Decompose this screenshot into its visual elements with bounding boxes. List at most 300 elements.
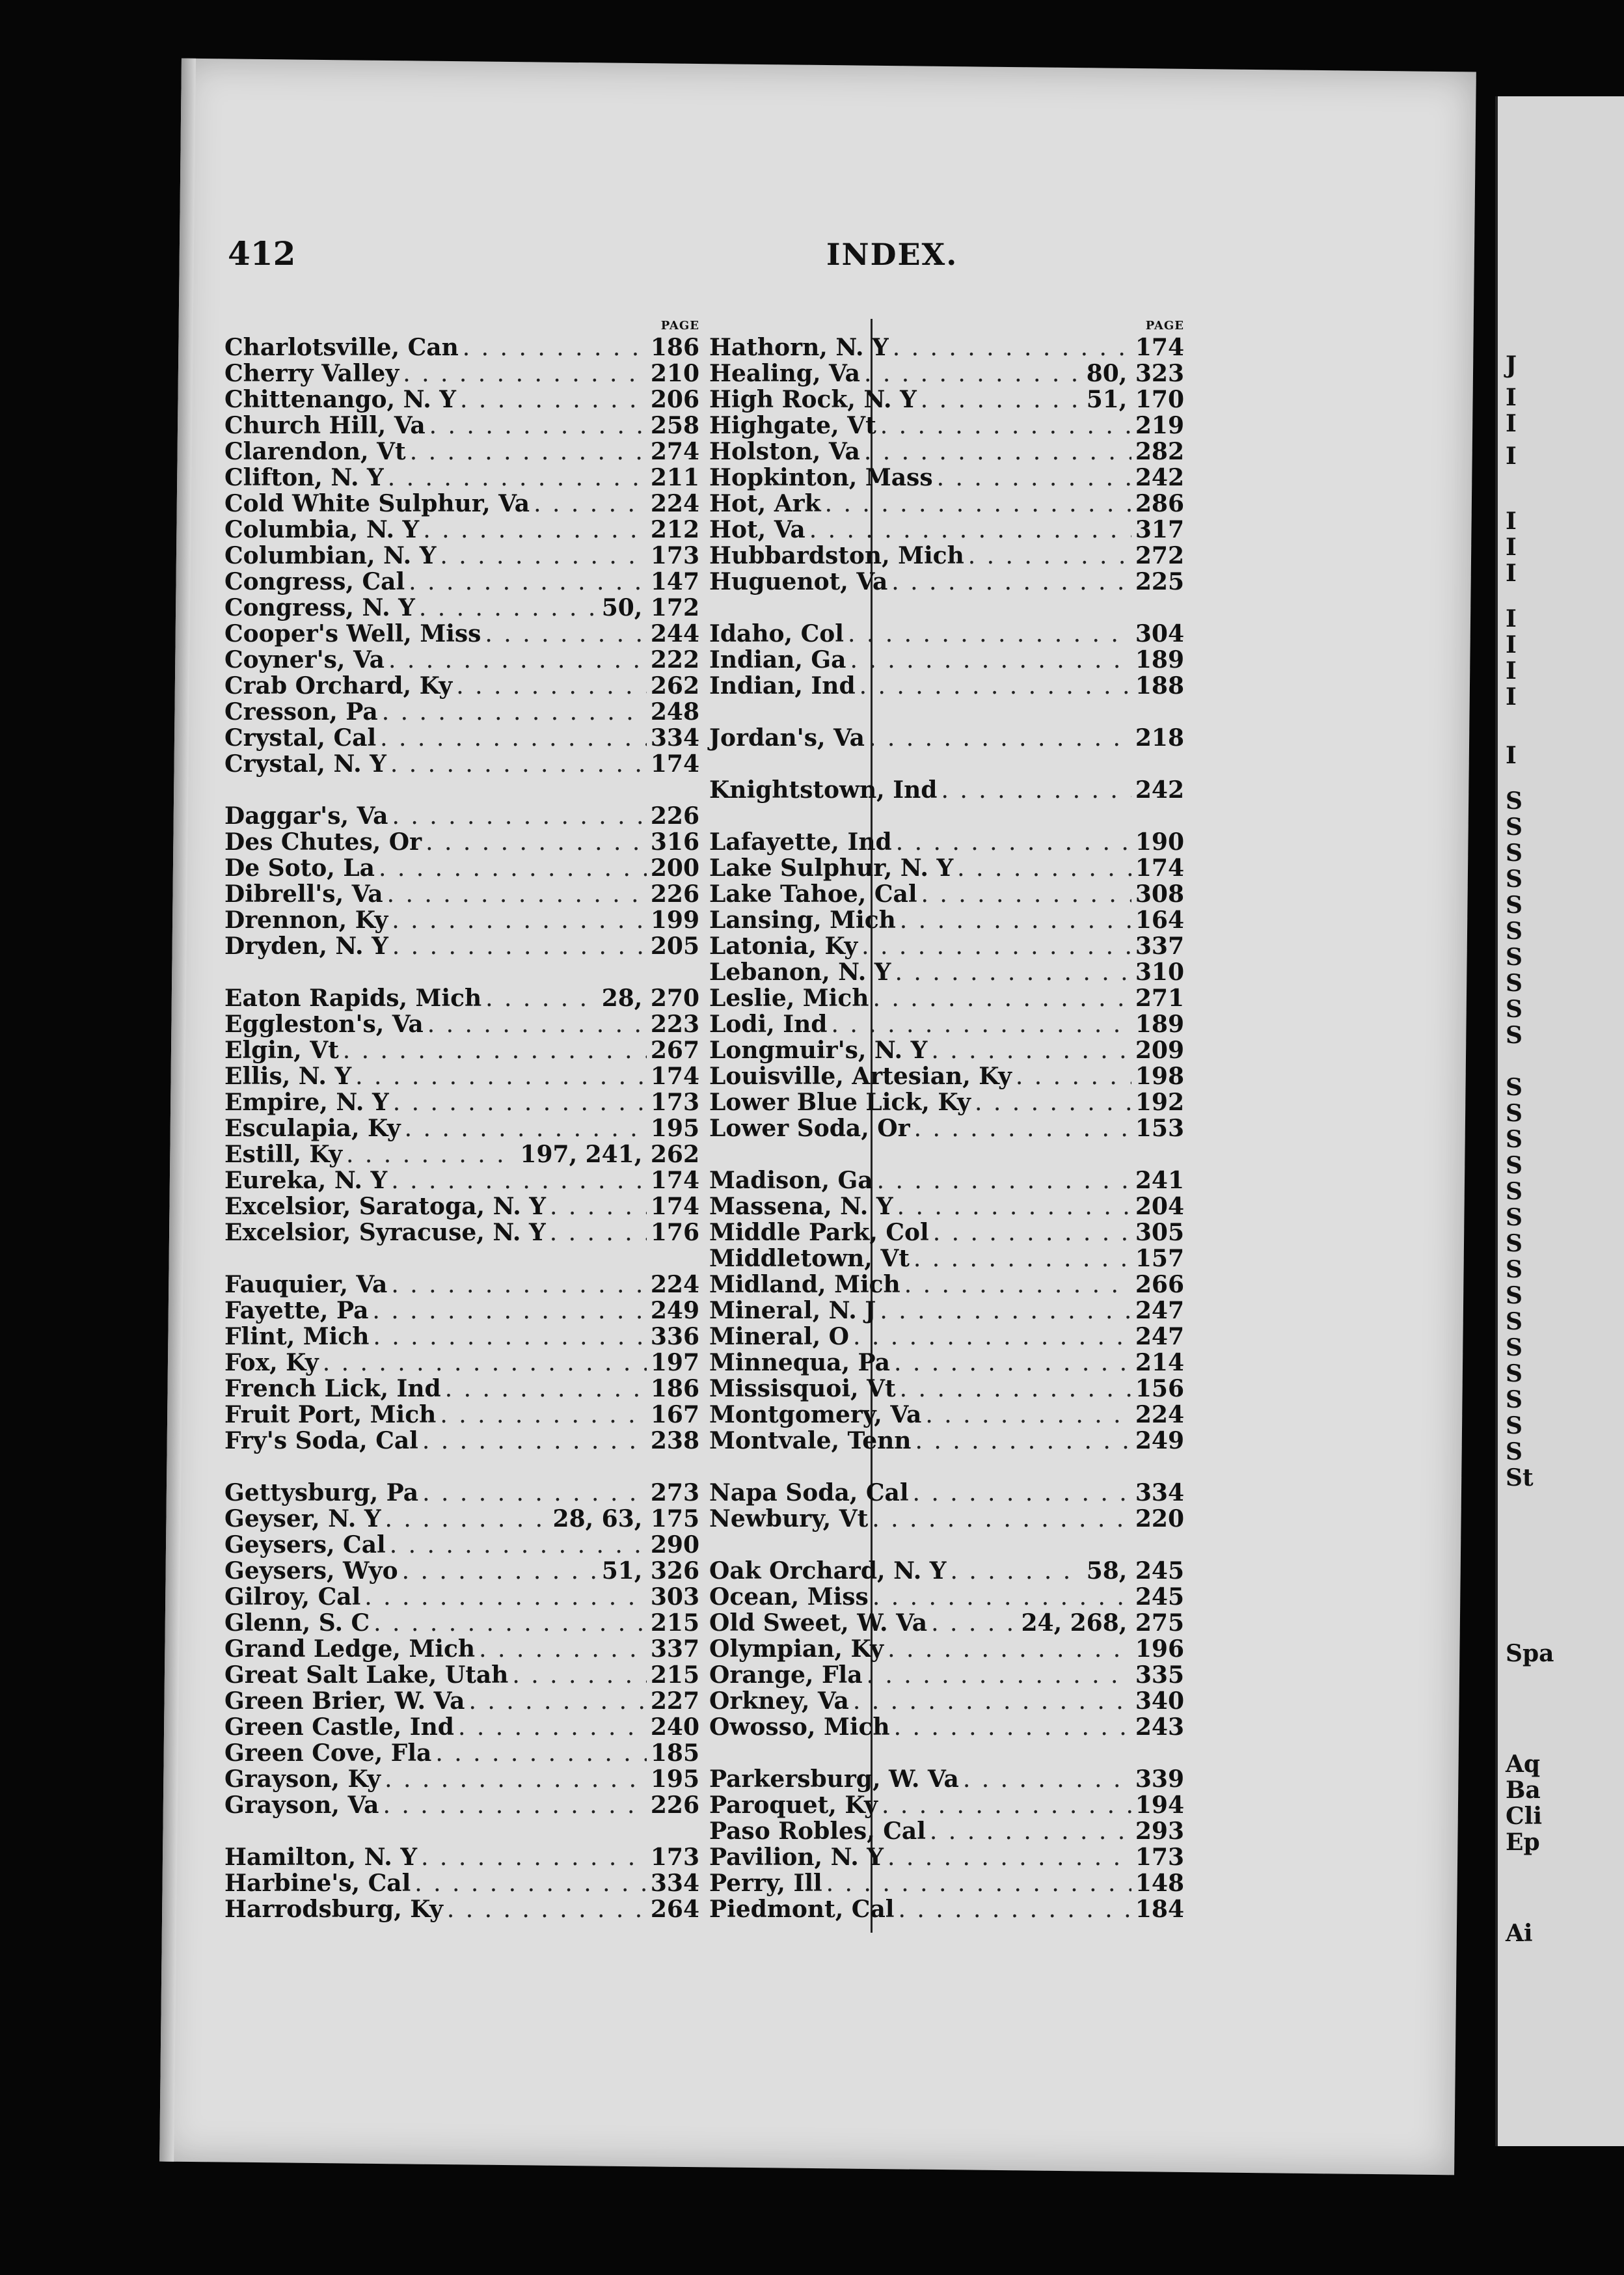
facing-page-letter: Cli xyxy=(1506,1803,1543,1830)
index-entry xyxy=(709,1558,1184,1584)
entry-name: Perry, Ill xyxy=(709,1870,822,1897)
index-entry xyxy=(224,725,699,751)
index-entry xyxy=(224,1506,699,1532)
entry-name: Knightstown, Ind xyxy=(709,776,938,804)
entry-pages: 317 xyxy=(1135,516,1184,543)
entry-name: Paso Robles, Cal xyxy=(709,1818,926,1845)
entry-pages: 224 xyxy=(1135,1401,1184,1428)
entry-pages: 266 xyxy=(1135,1271,1184,1298)
index-entry xyxy=(709,1298,1184,1324)
index-entry xyxy=(709,1219,1184,1246)
entry-pages: 156 xyxy=(1135,1375,1184,1402)
index-entry xyxy=(709,777,1184,803)
entry-pages: 51, 326 xyxy=(601,1557,699,1585)
entry-name: Mineral, N. J xyxy=(709,1297,876,1324)
group-spacer xyxy=(224,959,699,985)
facing-page-letter: S xyxy=(1506,1230,1522,1257)
entry-pages: 173 xyxy=(650,1089,699,1116)
facing-page-letter: I xyxy=(1506,443,1517,470)
index-entry xyxy=(709,1818,1184,1844)
entry-pages: 197, 241, 262 xyxy=(520,1141,699,1168)
entry-name: Leslie, Mich xyxy=(709,985,869,1012)
entry-pages: 247 xyxy=(1135,1323,1184,1350)
leader-dots xyxy=(447,1897,647,1923)
leader-dots xyxy=(463,335,647,361)
index-entry xyxy=(224,1115,699,1141)
leader-dots xyxy=(853,1689,1131,1715)
leader-dots xyxy=(445,1376,647,1402)
leader-dots xyxy=(429,413,647,439)
leader-dots xyxy=(414,1871,647,1897)
leader-dots xyxy=(512,1663,647,1689)
entry-pages: 310 xyxy=(1135,959,1184,986)
entry-pages: 340 xyxy=(1135,1687,1184,1715)
leader-dots xyxy=(392,934,647,960)
group-spacer xyxy=(709,751,1184,777)
leader-dots xyxy=(872,1506,1131,1533)
leader-dots xyxy=(895,960,1131,986)
leader-dots xyxy=(479,1637,647,1663)
entry-pages: 272 xyxy=(1135,542,1184,569)
index-entry xyxy=(709,543,1184,569)
entry-pages: 247 xyxy=(1135,1297,1184,1324)
leader-dots xyxy=(957,856,1131,882)
entry-name: Daggar's, Va xyxy=(224,802,388,830)
entry-pages: 316 xyxy=(650,828,699,856)
index-entry xyxy=(709,881,1184,907)
group-spacer xyxy=(709,803,1184,829)
leader-dots xyxy=(427,1012,647,1038)
entry-name: Drennon, Ky xyxy=(224,906,388,934)
entry-pages: 173 xyxy=(1135,1844,1184,1871)
leader-dots xyxy=(831,1012,1131,1038)
leader-dots xyxy=(391,1168,647,1194)
entry-pages: 264 xyxy=(650,1896,699,1923)
entry-name: Mineral, O xyxy=(709,1323,849,1350)
entry-pages: 153 xyxy=(1135,1115,1184,1142)
facing-page-letter: I xyxy=(1506,508,1517,535)
leader-dots xyxy=(435,1741,647,1767)
leader-dots xyxy=(850,647,1131,674)
index-entry xyxy=(709,647,1184,673)
facing-page-letter: S xyxy=(1506,1022,1522,1049)
entry-pages: 308 xyxy=(1135,880,1184,908)
entry-pages: 189 xyxy=(1135,1011,1184,1038)
entry-pages: 240 xyxy=(650,1713,699,1741)
entry-pages: 225 xyxy=(1135,568,1184,595)
entry-pages: 198 xyxy=(1135,1063,1184,1090)
facing-page-letter: S xyxy=(1506,1360,1522,1387)
entry-name: Idaho, Col xyxy=(709,620,844,647)
facing-page-letter: I xyxy=(1506,560,1517,587)
leader-dots xyxy=(893,335,1131,361)
entry-pages: 186 xyxy=(650,1375,699,1402)
facing-page-letter: I xyxy=(1506,631,1517,659)
entry-name: Hubbardston, Mich xyxy=(709,542,964,569)
entry-name: Church Hill, Va xyxy=(224,412,426,439)
group-spacer xyxy=(224,1246,699,1272)
entry-pages: 305 xyxy=(1135,1219,1184,1246)
leader-dots xyxy=(405,1116,647,1142)
index-entry xyxy=(224,1141,699,1167)
entry-name: Geysers, Cal xyxy=(224,1531,386,1559)
facing-page-letter: S xyxy=(1506,1334,1522,1361)
entry-pages: 199 xyxy=(650,906,699,934)
index-entry xyxy=(709,959,1184,985)
entry-name: Grayson, Va xyxy=(224,1791,379,1819)
entry-pages: 303 xyxy=(650,1583,699,1611)
leader-dots xyxy=(372,1298,646,1324)
leader-dots xyxy=(426,830,647,856)
index-column-right xyxy=(709,319,1184,1922)
leader-dots xyxy=(423,517,647,543)
entry-pages: 167 xyxy=(650,1401,699,1428)
leader-dots xyxy=(534,491,647,517)
index-entry xyxy=(224,1272,699,1298)
entry-name: Newbury, Vt xyxy=(709,1505,869,1533)
leader-dots xyxy=(422,1480,647,1506)
index-entry xyxy=(224,439,699,465)
facing-page-letter: Ba xyxy=(1506,1777,1541,1804)
entry-pages: 80, 323 xyxy=(1086,360,1184,387)
entry-name: Gettysburg, Pa xyxy=(224,1479,419,1506)
index-entry xyxy=(224,855,699,881)
entry-name: Congress, N. Y xyxy=(224,594,415,621)
entry-pages: 243 xyxy=(1135,1713,1184,1741)
leader-dots xyxy=(882,1793,1131,1819)
entry-pages: 226 xyxy=(650,880,699,908)
entry-name: Harrodsburg, Ky xyxy=(224,1896,443,1923)
index-entry xyxy=(709,933,1184,959)
entry-name: Orkney, Va xyxy=(709,1687,849,1715)
index-entry xyxy=(224,569,699,595)
index-entry xyxy=(709,1402,1184,1428)
entry-name: Longmuir's, N. Y xyxy=(709,1037,928,1064)
leader-dots xyxy=(930,1819,1131,1845)
index-entry xyxy=(224,1428,699,1454)
entry-pages: 212 xyxy=(650,516,699,543)
leader-dots xyxy=(388,465,647,491)
index-entry xyxy=(709,387,1184,413)
facing-page-letter: S xyxy=(1506,1412,1522,1439)
index-entry xyxy=(224,1167,699,1193)
entry-name: De Soto, La xyxy=(224,854,375,882)
leader-dots xyxy=(869,726,1131,752)
leader-dots xyxy=(440,543,646,569)
entry-name: Excelsior, Syracuse, N. Y xyxy=(224,1219,546,1246)
entry-name: Napa Soda, Cal xyxy=(709,1479,909,1506)
leader-dots xyxy=(485,986,598,1012)
entry-name: Coyner's, Va xyxy=(224,646,385,674)
group-spacer xyxy=(709,1141,1184,1167)
entry-pages: 147 xyxy=(650,568,699,595)
index-entry xyxy=(709,1584,1184,1610)
index-entry xyxy=(709,1636,1184,1662)
leader-dots xyxy=(950,1559,1082,1585)
index-entry xyxy=(709,1766,1184,1792)
index-entry xyxy=(224,933,699,959)
entry-pages: 219 xyxy=(1135,412,1184,439)
entry-name: Harbine's, Cal xyxy=(224,1870,411,1897)
index-entry xyxy=(709,907,1184,933)
entry-name: Oak Orchard, N. Y xyxy=(709,1557,947,1585)
index-entry xyxy=(224,361,699,387)
facing-page-letter: Spa xyxy=(1506,1640,1554,1667)
entry-name: Holston, Va xyxy=(709,438,860,465)
leader-dots xyxy=(894,1350,1131,1376)
entry-name: Hamilton, N. Y xyxy=(224,1844,418,1871)
entry-name: Ocean, Miss xyxy=(709,1583,869,1611)
index-entry xyxy=(224,1740,699,1766)
index-entry xyxy=(224,803,699,829)
leader-dots xyxy=(468,1689,646,1715)
index-entry xyxy=(224,907,699,933)
facing-page-letter: S xyxy=(1506,1074,1522,1101)
leader-dots xyxy=(346,1142,516,1168)
entry-name: Grayson, Ky xyxy=(224,1765,381,1793)
leader-dots xyxy=(385,1767,647,1793)
entry-name: Charlotsville, Can xyxy=(224,334,459,361)
entry-name: Minnequa, Pa xyxy=(709,1349,890,1376)
index-entry xyxy=(709,621,1184,647)
leader-dots xyxy=(867,1663,1131,1689)
entry-name: Clarendon, Vt xyxy=(224,438,406,465)
entry-pages: 189 xyxy=(1135,646,1184,674)
leader-dots xyxy=(921,387,1083,413)
entry-name: Excelsior, Saratoga, N. Y xyxy=(224,1193,546,1220)
entry-pages: 176 xyxy=(650,1219,699,1246)
index-entry xyxy=(224,1584,699,1610)
leader-dots xyxy=(873,1585,1131,1611)
entry-pages: 274 xyxy=(650,438,699,465)
index-entry xyxy=(709,1506,1184,1532)
index-entry xyxy=(224,1766,699,1792)
leader-dots xyxy=(914,1246,1131,1272)
index-entry xyxy=(224,465,699,491)
index-entry xyxy=(709,1193,1184,1219)
entry-name: Gilroy, Cal xyxy=(224,1583,361,1611)
entry-name: Lake Tahoe, Cal xyxy=(709,880,917,908)
entry-name: Eureka, N. Y xyxy=(224,1167,388,1194)
facing-page-letter: Ai xyxy=(1506,1920,1533,1947)
index-entry xyxy=(709,1870,1184,1896)
leader-dots xyxy=(402,1559,598,1585)
entry-name: Ellis, N. Y xyxy=(224,1063,352,1090)
leader-dots xyxy=(460,387,647,413)
entry-name: Green Brier, W. Va xyxy=(224,1687,465,1715)
index-entry xyxy=(224,985,699,1011)
facing-page-letter: S xyxy=(1506,996,1522,1023)
index-entry xyxy=(709,1063,1184,1089)
index-entry xyxy=(709,1350,1184,1376)
index-entry xyxy=(709,1688,1184,1714)
entry-name: Healing, Va xyxy=(709,360,860,387)
index-entry xyxy=(224,1350,699,1376)
facing-page-letter: Aq xyxy=(1506,1751,1541,1778)
leader-dots xyxy=(914,1116,1131,1142)
entry-name: Crystal, N. Y xyxy=(224,750,386,778)
facing-page-letter: S xyxy=(1506,944,1522,971)
entry-name: Indian, Ga xyxy=(709,646,846,674)
entry-name: Columbia, N. Y xyxy=(224,516,420,543)
leader-dots xyxy=(933,1220,1131,1246)
entry-pages: 242 xyxy=(1135,464,1184,491)
leader-dots xyxy=(904,1272,1131,1298)
index-entry xyxy=(224,1324,699,1350)
leader-dots xyxy=(388,647,647,674)
index-entry xyxy=(224,543,699,569)
entry-name: Dibrell's, Va xyxy=(224,880,383,908)
entry-name: Glenn, S. C xyxy=(224,1609,370,1637)
index-entry xyxy=(224,1610,699,1636)
leader-dots xyxy=(387,882,647,908)
entry-pages: 334 xyxy=(650,1870,699,1897)
entry-pages: 194 xyxy=(1135,1791,1184,1819)
entry-pages: 164 xyxy=(1135,906,1184,934)
facing-page-letter: S xyxy=(1506,1256,1522,1283)
entry-name: Cold White Sulphur, Va xyxy=(224,490,530,517)
leader-dots xyxy=(382,700,647,726)
entry-name: Owosso, Mich xyxy=(709,1713,890,1741)
leader-dots xyxy=(931,1038,1131,1064)
index-entry xyxy=(709,673,1184,699)
leader-dots xyxy=(921,882,1131,908)
facing-page-letter: S xyxy=(1506,1152,1522,1179)
facing-page-letter: S xyxy=(1506,1204,1522,1231)
leader-dots xyxy=(848,621,1131,647)
leader-dots xyxy=(403,361,647,387)
facing-page-letter: S xyxy=(1506,1438,1522,1465)
index-entry xyxy=(709,1844,1184,1870)
entry-pages: 204 xyxy=(1135,1193,1184,1220)
entry-name: Clifton, N. Y xyxy=(224,464,384,491)
facing-page-letter: S xyxy=(1506,918,1522,945)
entry-pages: 51, 170 xyxy=(1086,386,1184,413)
index-entry xyxy=(224,829,699,855)
index-entry xyxy=(224,1558,699,1584)
entry-pages: 157 xyxy=(1135,1245,1184,1272)
leader-dots xyxy=(897,1194,1131,1220)
leader-dots xyxy=(385,1506,549,1533)
index-entry xyxy=(709,1480,1184,1506)
facing-page-letter: I xyxy=(1506,683,1517,711)
page-number: 412 xyxy=(228,234,296,273)
leader-dots xyxy=(877,1168,1131,1194)
column-page-heading: PAGE xyxy=(660,319,699,333)
entry-name: High Rock, N. Y xyxy=(709,386,917,413)
entry-name: Missisquoi, Vt xyxy=(709,1375,896,1402)
entry-name: Huguenot, Va xyxy=(709,568,888,595)
entry-pages: 188 xyxy=(1135,672,1184,700)
leader-dots xyxy=(809,517,1131,543)
group-spacer xyxy=(224,777,699,803)
entry-name: Grand Ledge, Mich xyxy=(224,1635,476,1663)
entry-pages: 293 xyxy=(1135,1818,1184,1845)
entry-name: Montvale, Tenn xyxy=(709,1427,912,1454)
entry-name: Olympian, Ky xyxy=(709,1635,884,1663)
entry-name: Lake Sulphur, N. Y xyxy=(709,854,954,882)
index-entry xyxy=(224,621,699,647)
index-entry xyxy=(224,1714,699,1740)
entry-pages: 174 xyxy=(650,1193,699,1220)
index-entry xyxy=(709,1167,1184,1193)
facing-page-letter: I xyxy=(1506,605,1517,633)
entry-pages: 215 xyxy=(650,1609,699,1637)
facing-page-letter: I xyxy=(1506,657,1517,685)
entry-name: Geysers, Wyo xyxy=(224,1557,398,1585)
index-entry xyxy=(709,855,1184,881)
index-entry xyxy=(709,1011,1184,1037)
index-entry xyxy=(709,1428,1184,1454)
leader-dots xyxy=(925,1402,1131,1428)
index-entry xyxy=(224,595,699,621)
entry-pages: 244 xyxy=(650,620,699,647)
leader-dots xyxy=(379,856,647,882)
leader-dots xyxy=(873,986,1131,1012)
entry-name: Louisville, Artesian, Ky xyxy=(709,1063,1012,1090)
facing-page-letter: S xyxy=(1506,892,1522,919)
entry-name: Esculapia, Ky xyxy=(224,1115,401,1142)
entry-pages: 262 xyxy=(650,672,699,700)
facing-page-letter: S xyxy=(1506,1282,1522,1309)
group-spacer xyxy=(709,1740,1184,1766)
index-entry xyxy=(709,517,1184,543)
entry-name: Fox, Ky xyxy=(224,1349,319,1376)
entry-name: Madison, Ga xyxy=(709,1167,873,1194)
entry-name: Lodi, Ind xyxy=(709,1011,828,1038)
leader-dots xyxy=(390,1533,647,1559)
entry-pages: 304 xyxy=(1135,620,1184,647)
index-entry xyxy=(709,465,1184,491)
facing-page-letter: St xyxy=(1506,1464,1534,1492)
entry-pages: 195 xyxy=(650,1115,699,1142)
index-entry xyxy=(709,829,1184,855)
entry-pages: 192 xyxy=(1135,1089,1184,1116)
facing-page-letter: S xyxy=(1506,1126,1522,1153)
entry-name: Fruit Port, Mich xyxy=(224,1401,437,1428)
entry-pages: 337 xyxy=(650,1635,699,1663)
leader-dots xyxy=(421,1845,647,1871)
index-entry xyxy=(224,387,699,413)
leader-dots xyxy=(896,830,1131,856)
leader-dots xyxy=(383,1793,646,1819)
entry-name: Great Salt Lake, Utah xyxy=(224,1661,509,1689)
entry-name: Cooper's Well, Miss xyxy=(224,620,481,647)
facing-page-letter: S xyxy=(1506,839,1522,867)
entry-pages: 220 xyxy=(1135,1505,1184,1533)
index-entry xyxy=(709,1324,1184,1350)
entry-pages: 24, 268, 275 xyxy=(1021,1609,1184,1637)
index-entry xyxy=(224,1688,699,1714)
leader-dots xyxy=(485,621,646,647)
entry-pages: 173 xyxy=(650,542,699,569)
entry-pages: 148 xyxy=(1135,1870,1184,1897)
facing-page-letter: S xyxy=(1506,1308,1522,1335)
entry-name: Pavilion, N. Y xyxy=(709,1844,884,1871)
index-entry xyxy=(709,413,1184,439)
entry-name: Green Cove, Fla xyxy=(224,1739,432,1767)
facing-page-letter: I xyxy=(1506,410,1517,437)
leader-dots xyxy=(887,1637,1131,1663)
leader-dots xyxy=(422,1428,647,1454)
entry-name: Hot, Ark xyxy=(709,490,821,517)
entry-name: Chittenango, N. Y xyxy=(224,386,456,413)
group-spacer xyxy=(709,595,1184,621)
index-entry xyxy=(224,1636,699,1662)
facing-page-letter: I xyxy=(1506,384,1517,411)
entry-pages: 282 xyxy=(1135,438,1184,465)
column-page-heading: PAGE xyxy=(1145,319,1184,333)
